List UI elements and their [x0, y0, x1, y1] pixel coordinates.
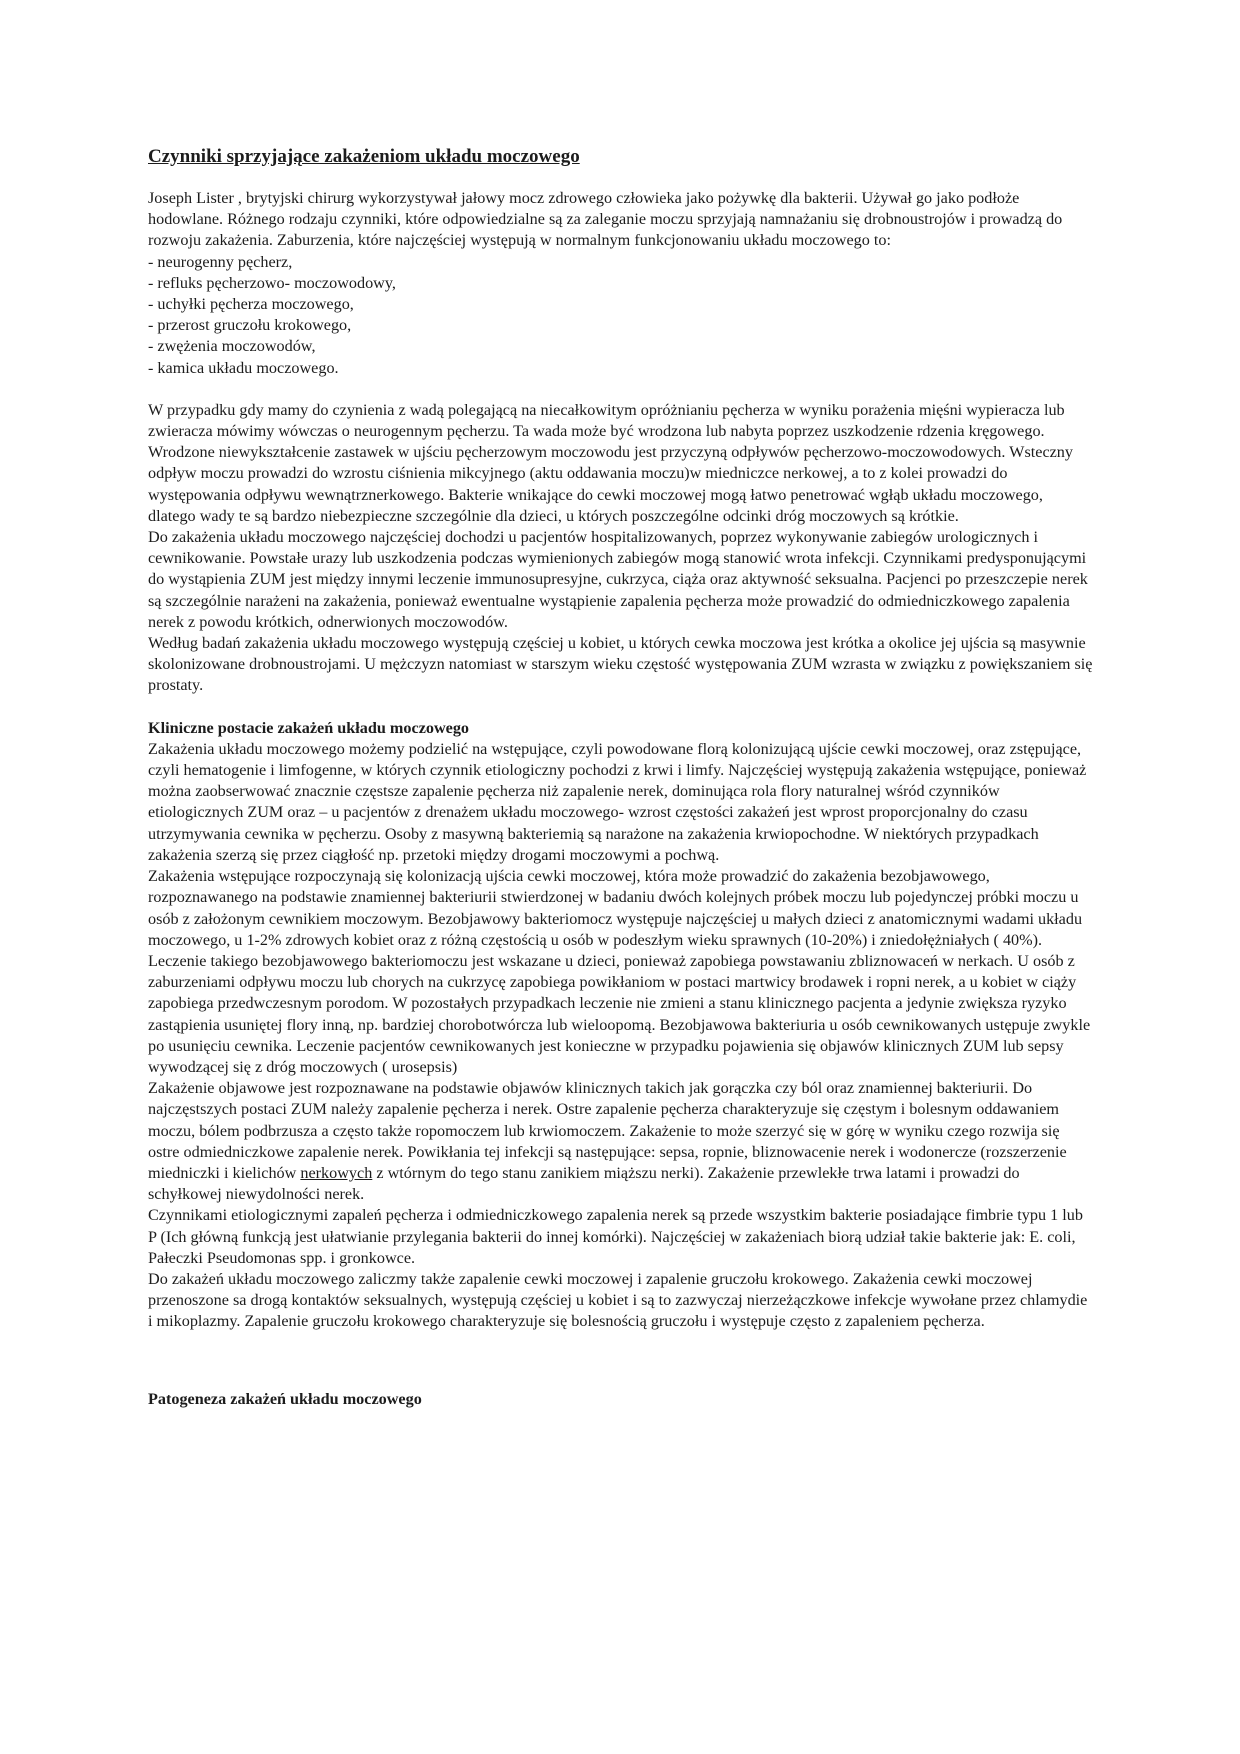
paragraph-urethritis-prostatitis: Do zakażeń układu moczowego zaliczmy także zapalenie cewki moczowej i zapalenie gruczołu krokowego. Zakażenia cewki moczowej przenoszone sa drogą kontaktów seksualnych, występują częściej u kobiet i są to zazwyczaj nierzeżączkowe infekcje wywołane przez chlamydie i mikoplazmy. Zapalenie gruczołu krokowego charakteryzuje się bolesnością gruczołu i występuje często z zapaleniem pęcherza.	[148, 1269, 1088, 1331]
list-item: - neurogenny pęcherz,	[148, 252, 293, 271]
list-item: - zwężenia moczowodów,	[148, 337, 316, 356]
paragraph-etiology: Czynnikami etiologicznymi zapaleń pęcherza i odmiedniczkowego zapalenia nerek są przede wszystkim bakterie posiadające fimbrie typu 1 lub P (Ich główną funkcją jest ułatwianie przylegania bakterii do innej komórki). Najczęściej w zakażeniach biorą udział takie bakterie jak: E. coli, Pałeczki Pseudomonas spp. i gronkowce.	[148, 1206, 1083, 1267]
spacer	[148, 697, 1093, 718]
section-heading-clinical-forms: Kliniczne postacie zakażeń układu moczowego	[148, 718, 470, 737]
document-page	[148, 145, 1093, 1410]
section-heading-pathogenesis: Patogeneza zakażeń układu moczowego	[148, 1389, 422, 1408]
text-span: z wtórnym do tego stanu zanikiem miąższu nerki). Zakażenie przewlekłe trwa latami i prowadzi do schyłkowej niewydolności nerek.	[148, 1163, 1020, 1204]
text-span: Zakażenie objawowe jest rozpoznawane na podstawie objawów klinicznych takich jak gorączka czy ból oraz znamiennej bakteriurii. Do najczęstszych postaci ZUM należy zapalenie pęcherza i nerek. Ostre zapalenie pęcherza charakteryzuje się częstym i bolesnym oddawaniem moczu, bólem podbrzusza a często także ropomoczem lub krwiomoczem. Zakażenie to może szerzyć się w górę w wyniku czego rozwija się ostre odmiedniczkowe zapalenie nerek. Powikłania tej infekcji są następujące: sepsa, ropnie, bliznowacenie nerek i wodonercze (rozszerzenie miedniczki i kielichów	[148, 1079, 1067, 1182]
paragraph-neurogenic-bladder: W przypadku gdy mamy do czynienia z wadą polegającą na niecałkowitym opróżnianiu pęcherza w wyniku porażenia mięśni wypieracza lub zwieracza mówimy wówczas o neurogennym pęcherzu. Ta wada może być wrodzona lub nabyta poprzez uszkodzenie rdzenia kręgowego. Wrodzone niewykształcenie zastawek w ujściu pęcherzowym moczowodu jest przyczyną odpływów pęcherzowo-moczowodowych. Wsteczny odpływ moczu prowadzi do wzrostu ciśnienia mikcyjnego (aktu oddawania moczu)w miedniczce nerkowej, a to z kolei prowadzi do występowania odpływu wewnątrznerkowego. Bakterie wnikające do cewki moczowej mogą łatwo penetrować wgłąb układu moczowego, dlatego wady te są bardzo niebezpieczne szczególnie dla dzieci, u których poszczególne odcinki dróg moczowych są krótkie.	[148, 400, 1073, 525]
paragraph-hospitalized: Do zakażenia układu moczowego najczęściej dochodzi u pacjentów hospitalizowanych, poprzez wykonywanie zabiegów urologicznych i cewnikowanie. Powstałe urazy lub uszkodzenia podczas wymienionych zabiegów mogą stanowić wrota infekcji. Czynnikami predysponującymi do wystąpienia ZUM jest między innymi leczenie immunosupresyjne, cukrzyca, ciąża oraz aktywność seksualna. Pacjenci po przeszczepie nerek są szczególnie narażeni na zakażenia, ponieważ ewentualne wystąpienie zapalenia pęcherza może prowadzić do odmiedniczkowego zapalenia nerek z powodu krótkich, odnerwionych moczowodów.	[148, 528, 1088, 631]
paragraph-asymptomatic: Zakażenia wstępujące rozpoczynają się kolonizacją ujścia cewki moczowej, która może prowadzić do zakażenia bezobjawowego, rozpoznawanego na podstawie znamiennej bakteriurii stwierdzonej w badaniu dwóch kolejnych próbek moczu lub pojedynczej próbki moczu u osób z założonym cewnikiem moczowym. Bezobjawowy bakteriomocz występuje najczęściej u małych dzieci z anatomicznymi wadami układu moczowego, u 1-2% zdrowych kobiet oraz z różną częstością u osób w podeszłym wieku sprawnych (10-20%) i zniedołężniałych ( 40%).	[148, 867, 1083, 949]
paragraph-treatment: Leczenie takiego bezobjawowego bakteriomoczu jest wskazane u dzieci, ponieważ zapobiega powstawaniu zbliznowaceń w nerkach. U osób z zaburzeniami odpływu moczu lub chorych na cukrzycę zapobiega powikłaniom w postaci martwicy brodawek i ropni nerek, a u kobiet w ciąży zapobiega przedwczesnym porodom. W pozostałych przypadkach leczenie nie zmieni a stanu klinicznego pacjenta a jedynie zwiększa ryzyko zastąpienia usuniętej flory inną, np. bardziej chorobotwórcza lub wieloopomą. Bezobjawowa bakteriuria u osób cewnikowanych ustępuje zwykle po usunięciu cewnika. Leczenie pacjentów cewnikowanych jest konieczne w przypadku pojawienia się objawów klinicznych ZUM lub sepsy wywodzącej się z dróg moczowych ( urosepsis)	[148, 951, 1091, 1076]
list-item: - refluks pęcherzowo- moczowodowy,	[148, 273, 396, 292]
list-item: - kamica układu moczowego.	[148, 358, 339, 377]
paragraph-women-men: Według badań zakażenia układu moczowego występują częściej u kobiet, u których cewka moczowa jest krótka a okolice jej ujścia są masywnie skolonizowane drobnoustrojami. U mężczyzn natomiast w starszym wieku częstość występowania ZUM wzrasta w związku z powiększaniem się prostaty.	[148, 634, 1093, 695]
spacer	[148, 379, 1093, 400]
intro-paragraph: Joseph Lister , brytyjski chirurg wykorzystywał jałowy mocz zdrowego człowieka jako pożywkę dla bakterii. Używał go jako podłoże hodowlane. Różnego rodzaju czynniki, które odpowiedzialne są za zaleganie moczu sprzyjają namnażaniu się drobnoustrojów i prowadzą do rozwoju zakażenia. Zaburzenia, które najczęściej występują w normalnym funkcjonowaniu układu moczowego to:	[148, 189, 1063, 250]
list-item: - uchyłki pęcherza moczowego,	[148, 295, 354, 314]
paragraph-symptomatic	[148, 1078, 1093, 1205]
paragraph-ascending-descending: Zakażenia układu moczowego możemy podzielić na wstępujące, czyli powodowane florą kolonizującą ujście cewki moczowej, oraz zstępujące, czyli hematogenie i limfogenne, w których czynnik etiologiczny pochodzi z krwi i limfy. Najczęściej występują zakażenia wstępujące, ponieważ można zaobserwować znacznie częstsze zapalenie pęcherza niż zapalenie nerek, dominująca rola flory naturalnej wśród czynników etiologicznych ZUM oraz – u pacjentów z drenażem układu moczowego- wzrost częstości zakażeń jest wprost proporcjonalny do czasu utrzymywania cewnika w pęcherzu. Osoby z masywną bakteriemią są narażone na zakażenia krwiopochodne. W niektórych przypadkach zakażenia szerzą się przez ciągłość np. przetoki między drogami moczowymi a pochwą.	[148, 739, 1087, 864]
document-title: Czynniki sprzyjające zakażeniom układu moczowego	[148, 146, 580, 167]
list-item: - przerost gruczołu krokowego,	[148, 316, 352, 335]
disorders-list	[148, 252, 1093, 379]
spacer	[148, 1333, 1093, 1389]
underlined-word: nerkowych	[300, 1163, 373, 1182]
